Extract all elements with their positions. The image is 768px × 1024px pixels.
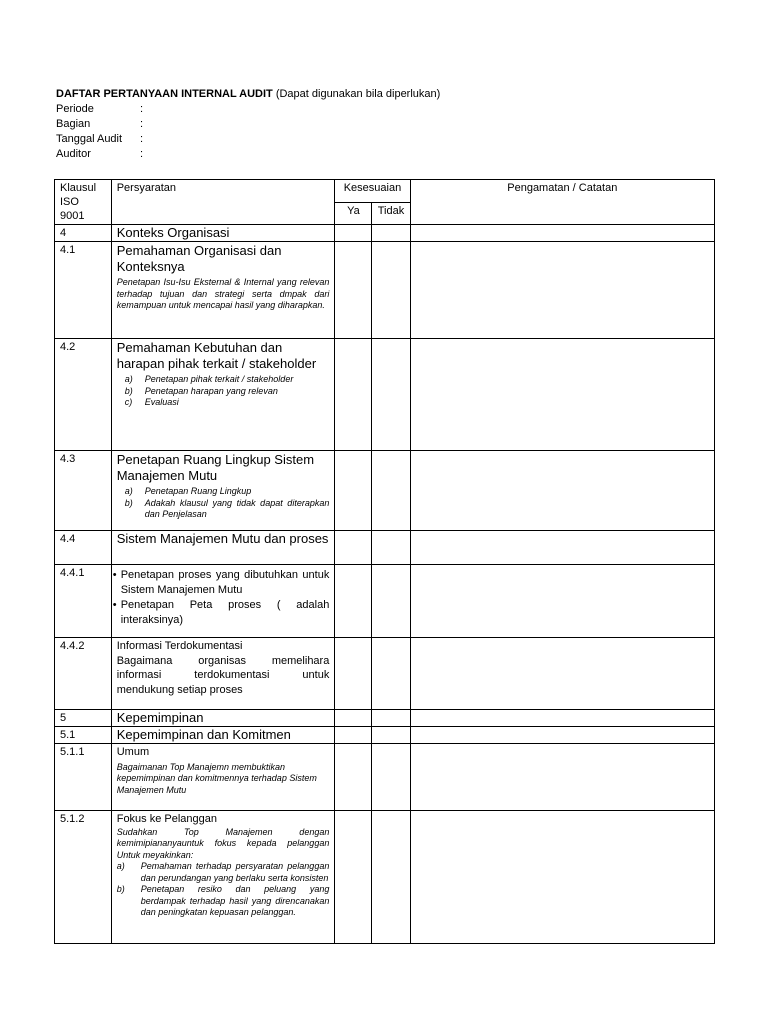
table-row-4-3 [55, 451, 715, 531]
clause-no: 5.1 [55, 727, 112, 744]
cell-tidak[interactable] [372, 531, 410, 565]
cell-tidak[interactable] [372, 339, 410, 451]
header-klausul-line1: Klausul [60, 182, 97, 194]
table-header-row [55, 180, 715, 203]
audit-table [54, 179, 715, 944]
clause-title: Konteks Organisasi [111, 225, 335, 242]
header-tidak: Tidak [372, 202, 410, 225]
cell-tidak[interactable] [372, 565, 410, 638]
table-row-5-1-2 [55, 811, 715, 944]
cell-catatan[interactable] [410, 531, 714, 565]
cell-tidak[interactable] [372, 242, 410, 339]
cell-ya[interactable] [335, 531, 372, 565]
clause-no: 5.1.1 [55, 744, 112, 811]
field-periode [56, 102, 440, 117]
cell-catatan[interactable] [410, 811, 714, 944]
document-title [56, 87, 440, 102]
cell-ya[interactable] [335, 242, 372, 339]
cell-tidak[interactable] [372, 451, 410, 531]
field-label: Periode [56, 103, 94, 115]
field-bagian [56, 117, 440, 132]
cell-tidak[interactable] [372, 727, 410, 744]
list-item: • Penetapan Peta proses ( adalah interaksinya) [112, 599, 330, 626]
field-tanggal-audit [56, 132, 440, 147]
clause-desc: Bagaimana organisas memelihara informasi terdokumentasi untuk mendukung setiap proses [116, 654, 330, 696]
clause-title: Sistem Manajemen Mutu dan proses [111, 531, 335, 565]
clause-no: 5.1.2 [55, 811, 112, 944]
cell-catatan[interactable] [410, 744, 714, 811]
clause-bullets [112, 568, 330, 628]
cell-tidak[interactable] [372, 811, 410, 944]
cell-catatan[interactable] [410, 451, 714, 531]
table-row-5 [55, 710, 715, 727]
clause-title: Umum [116, 746, 150, 758]
header-ya: Ya [335, 202, 372, 225]
table-row-4-1 [55, 242, 715, 339]
clause-list [117, 486, 330, 521]
field-auditor [56, 147, 440, 162]
cell-tidak[interactable] [372, 744, 410, 811]
field-label: Tanggal Audit [56, 133, 123, 145]
header-klausul [55, 180, 112, 225]
clause-title: Informasi Terdokumentasi [116, 640, 243, 652]
clause-no: 4.4 [55, 531, 112, 565]
cell-catatan[interactable] [410, 727, 714, 744]
clause-no: 4.3 [55, 451, 112, 531]
clause-list [117, 374, 330, 409]
table-row-4-4-1 [55, 565, 715, 638]
list-item: a) Penetapan pihak terkait / stakeholder [124, 374, 294, 384]
cell-ya[interactable] [335, 451, 372, 531]
cell-ya[interactable] [335, 638, 372, 710]
field-label: Auditor [56, 148, 91, 160]
cell-ya[interactable] [335, 565, 372, 638]
clause-title: Kepemimpinan dan Komitmen [111, 727, 335, 744]
clause-title: Pemahaman Kebutuhan dan harapan pihak terkait / stakeholder [116, 340, 317, 371]
cell-ya[interactable] [335, 339, 372, 451]
cell-catatan[interactable] [410, 710, 714, 727]
list-item: c) Evaluasi [124, 397, 179, 407]
clause-no: 4 [55, 225, 112, 242]
header-klausul-line2: ISO 9001 [60, 196, 85, 222]
title-note: (Dapat digunakan bila diperlukan) [275, 88, 441, 100]
document-header [56, 87, 440, 162]
cell-catatan[interactable] [410, 339, 714, 451]
field-sep: : [140, 103, 144, 115]
cell-ya[interactable] [335, 727, 372, 744]
field-sep: : [140, 148, 144, 160]
header-pengamatan: Pengamatan / Catatan [410, 180, 714, 225]
clause-no: 4.4.2 [55, 638, 112, 710]
table-row-5-1-1 [55, 744, 715, 811]
cell-catatan[interactable] [410, 225, 714, 242]
list-item: b) Adakah klausul yang tidak dapat diterapkan dan Penjelasan [124, 497, 330, 519]
field-sep: : [140, 118, 144, 130]
cell-catatan[interactable] [410, 565, 714, 638]
cell-ya[interactable] [335, 710, 372, 727]
header-persyaratan: Persyaratan [111, 180, 335, 225]
clause-title: Kepemimpinan [111, 710, 335, 727]
cell-catatan[interactable] [410, 242, 714, 339]
clause-list [117, 861, 330, 919]
header-kesesuaian: Kesesuaian [335, 180, 410, 203]
table-row-4-2 [55, 339, 715, 451]
list-item: b) Penetapan resiko dan peluang yang berdampak terhadap hasil yang direncanakan dan peningkatan kepuasan pelanggan. [116, 884, 330, 917]
cell-tidak[interactable] [372, 710, 410, 727]
cell-ya[interactable] [335, 811, 372, 944]
clause-no: 5 [55, 710, 112, 727]
clause-title: Fokus ke Pelanggan [116, 813, 218, 825]
cell-ya[interactable] [335, 225, 372, 242]
list-item: b) Penetapan harapan yang relevan [124, 385, 278, 396]
cell-ya[interactable] [335, 744, 372, 811]
list-item: a) Penetapan Ruang Lingkup [124, 486, 252, 496]
clause-desc: Penetapan Isu-Isu Eksternal & Internal yang relevan terhadap tujuan dan strategi serta dmpak dari kemampuan untuk mencapai hasil yang diharapkan. [116, 277, 330, 310]
clause-title: Penetapan Ruang Lingkup Sistem Manajemen Mutu [116, 452, 315, 483]
clause-no: 4.4.1 [55, 565, 112, 638]
cell-tidak[interactable] [372, 638, 410, 710]
table-row-4-4-2 [55, 638, 715, 710]
clause-no: 4.2 [55, 339, 112, 451]
field-label: Bagian [56, 118, 91, 130]
field-sep: : [140, 133, 144, 145]
title-bold: DAFTAR PERTANYAAN INTERNAL AUDIT [56, 88, 273, 100]
table-row-4-4 [55, 531, 715, 565]
list-item: a) Pemahaman terhadap persyaratan pelanggan dan perundangan yang berlaku serta konsisten [116, 861, 330, 883]
clause-title: Pemahaman Organisasi dan Konteksnya [116, 243, 282, 274]
cell-tidak[interactable] [372, 225, 410, 242]
table-row-5-1 [55, 727, 715, 744]
cell-catatan[interactable] [410, 638, 714, 710]
list-item: • Penetapan proses yang dibutuhkan untuk Sistem Manajemen Mutu [112, 569, 330, 596]
clause-desc: Sudahkan Top Manajemen dengan kemimipiananyauntuk fokus kepada pelanggan Untuk meyakinkan: [116, 826, 330, 860]
clause-no: 4.1 [55, 242, 112, 339]
table-row-4 [55, 225, 715, 242]
clause-desc: Bagaimanan Top Manajemn membuktikan kepemimpinan dan komitmennya terhadap Sistem Manajemen Mutu [116, 761, 317, 795]
